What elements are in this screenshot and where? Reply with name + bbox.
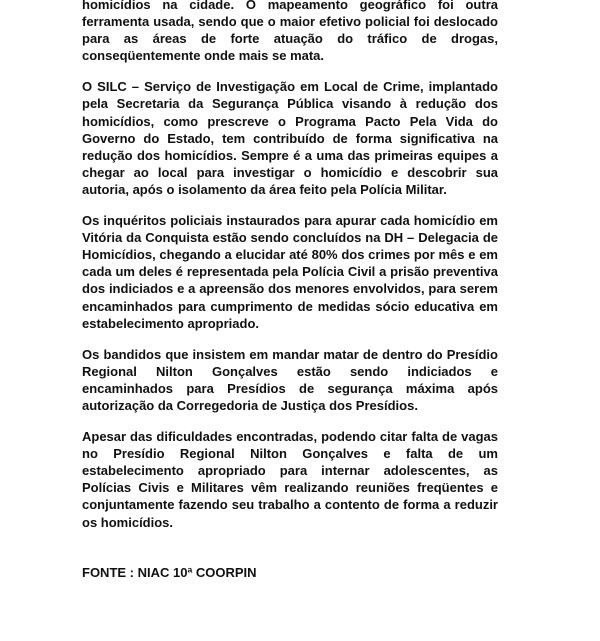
paragraph-mapping: homicídios na cidade. O mapeamento geográfico foi outra ferramenta usada, sendo que o maior efetivo policial foi deslocado para as áreas de forte atuação do tráfico de drogas, conseqüentemente onde mais se mata. (82, 0, 498, 64)
paragraph-silc: O SILC – Serviço de Investigação em Local de Crime, implantado pela Secretaria da Segurança Pública visando à redução dos homicídios, como prescreve o Programa Pacto Pela Vida do Governo do Estado, tem contribuído de forma significativa na redução dos homicídios. Sempre é a uma das primeiras equipes a chegar ao local para investigar o homicídio e descobrir sua autoria, após o isolamento da área feito pela Polícia Militar. (82, 79, 498, 197)
paragraph-bandidos: Os bandidos que insistem em mandar matar de dentro do Presídio Regional Nilton Gonçalves estão sendo indiciados e encaminhados para Presídios de segurança máxima após autorização da Corregedoria de Justiça dos Presídios. (82, 346, 498, 413)
paragraph-dificuldades: Apesar das dificuldades encontradas, podendo citar falta de vagas no Presídio Regional Nilton Gonçalves e falta de um estabelecimento apropriado para internar adolescentes, as Polícias Civis e Militares vêm realizando reuniões freqüentes e conjuntamente fazendo seu trabalho a contento de forma a reduzir os homicídios. (82, 429, 498, 530)
paragraph-inqueritos: Os inquéritos policiais instaurados para apurar cada homicídio em Vitória da Conquista estão sendo concluídos na DH – Delegacia de Homicídios, chegando a elucidar até 80% dos crimes por mês e em cada um deles é representada pela Polícia Civil a prisão preventiva dos indiciados e a apreensão dos menores envolvidos, para serem encaminhados para cumprimento de medidas sócio educativa em estabelecimento apropriado. (82, 213, 498, 331)
document-page (82, 0, 498, 581)
source-citation: FONTE : NIAC 10ª COORPIN (82, 564, 257, 580)
